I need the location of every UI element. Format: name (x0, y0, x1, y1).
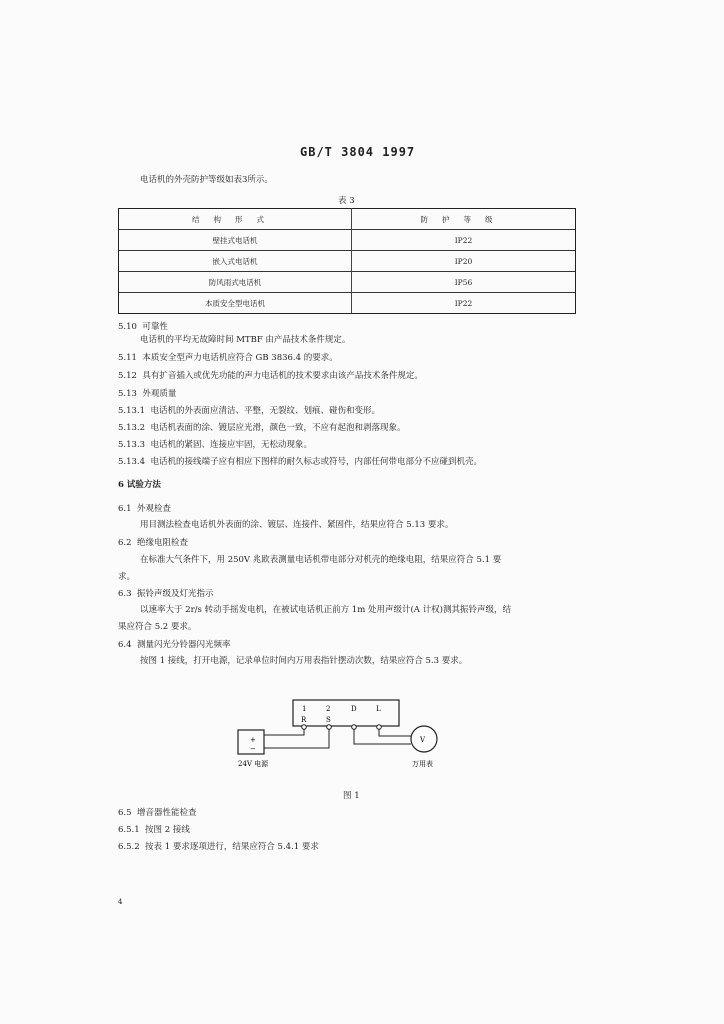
clause-6-2-body-line2: 求。 (118, 572, 136, 582)
section-6-title: 6 试验方法 (118, 480, 161, 490)
power-label: 24V 电源 (238, 760, 269, 768)
table-header-protection: 防护等级 (352, 209, 576, 230)
clause-6-3-body-line2: 果应符合 5.2 要求。 (118, 622, 197, 632)
terminal-post (377, 725, 382, 730)
clause-text: 按表 1 要求逐项进行，结果应符合 5.4.1 要求 (145, 842, 319, 852)
clause-number: 6.2 (118, 538, 132, 548)
clause-number: 5.13.2 (118, 423, 146, 433)
clause-number: 5.13.3 (118, 440, 146, 450)
clause-text: 增音器性能检查 (136, 808, 197, 818)
clause-text: 按图 2 接线 (145, 825, 190, 835)
table-header-row (119, 209, 576, 230)
clause-6-3-heading (118, 589, 213, 600)
table-cell-protection: IP22 (352, 230, 576, 251)
clause-6-5-2 (118, 842, 319, 853)
terminal-post (327, 725, 332, 730)
table-row (119, 251, 576, 272)
clause-text: 本质安全型声力电话机应符合 GB 3836.4 的要求。 (142, 353, 338, 363)
clause-5-13-4 (118, 457, 482, 468)
wire (264, 729, 329, 748)
figure-caption: 图 1 (343, 791, 360, 801)
clause-number: 6.4 (118, 640, 132, 650)
clause-number: 5.12 (118, 371, 137, 381)
terminal-label: L (376, 705, 381, 713)
clause-6-5 (118, 808, 196, 819)
clause-title: 外观检查 (136, 504, 171, 514)
clause-text: 电话机的接线端子应有相应下图样的耐久标志或符号，内部任何带电部分不应碰到机壳。 (150, 457, 482, 467)
clause-6-1-body: 用目测法检查电话机外表面的涂、镀层、连接件、紧固件，结果应符合 5.13 要求。 (140, 520, 454, 530)
clause-5-10 (118, 322, 168, 333)
clause-5-10-body: 电话机的平均无故障时间 MTBF 由产品技术条件规定。 (140, 335, 351, 345)
clause-number: 5.10 (118, 322, 137, 332)
clause-number: 5.13.1 (118, 406, 146, 416)
clause-5-13-2 (118, 423, 405, 434)
wire (379, 729, 411, 736)
terminal-post (302, 725, 307, 730)
terminal-box (293, 700, 399, 726)
clause-text: 外观质量 (142, 389, 177, 399)
table-row (119, 272, 576, 293)
table-caption: 表 3 (338, 196, 355, 206)
table-row (119, 293, 576, 314)
clause-6-1-heading (118, 504, 171, 515)
clause-text: 电话机的外表面应清洁、平整，无裂纹、划痕、碰伤和变形。 (150, 406, 380, 416)
clause-5-12 (118, 371, 423, 382)
table-cell-protection: IP20 (352, 251, 576, 272)
clause-number: 6.1 (118, 504, 132, 514)
standard-code-header: GB/T 3804 1997 (300, 145, 416, 159)
clause-5-13-3 (118, 440, 312, 451)
table-cell-structure: 防风雨式电话机 (119, 272, 352, 293)
clause-text: 具有扩音插入或优先功能的声力电话机的技术要求由该产品技术条件规定。 (142, 371, 423, 381)
terminal-label: 1 (302, 705, 307, 713)
clause-text: 电话机的紧固、连接应牢固，无松动现象。 (150, 440, 312, 450)
clause-6-4-heading (118, 640, 230, 651)
clause-text: 可靠性 (142, 322, 168, 332)
minus-sign: − (250, 745, 256, 753)
clause-6-4-body: 按图 1 接线，打开电源，记录单位时间内万用表指针摆动次数，结果应符合 5.3 要求。 (140, 656, 468, 666)
meter-label: 万用表 (412, 760, 433, 768)
clause-number: 5.13 (118, 389, 137, 399)
page-number: 4 (118, 898, 123, 906)
figure-1-circuit-diagram (230, 690, 460, 780)
clause-5-13-1 (118, 406, 380, 417)
clause-title: 测量闪光分铃器闪光频率 (136, 640, 231, 650)
clause-5-13 (118, 389, 176, 400)
meter-letter: V (420, 736, 426, 744)
clause-number: 6.5 (118, 808, 132, 818)
clause-6-3-body-line1: 以速率大于 2r/s 转动手摇发电机，在被试电话机正前方 1m 处用声级计(A 计权)测其振铃声级，结 (140, 605, 511, 615)
plus-sign: + (250, 736, 256, 744)
clause-number: 6.3 (118, 589, 132, 599)
table-header-structure: 结构形式 (119, 209, 352, 230)
table-cell-protection: IP22 (352, 293, 576, 314)
terminal-label: D (351, 705, 357, 713)
wire (264, 729, 304, 735)
terminal-label: 2 (326, 705, 331, 713)
table-cell-structure: 壁挂式电话机 (119, 230, 352, 251)
table-cell-structure: 嵌入式电话机 (119, 251, 352, 272)
table-cell-protection: IP56 (352, 272, 576, 293)
clause-title: 振铃声级及灯光指示 (136, 589, 214, 599)
clause-number: 6.5.1 (118, 825, 140, 835)
terminal-label: R (301, 716, 307, 724)
clause-number: 5.13.4 (118, 457, 146, 467)
clause-number: 6.5.2 (118, 842, 140, 852)
terminal-post (352, 725, 357, 730)
clause-6-5-1 (118, 825, 190, 836)
clause-number: 5.11 (118, 353, 137, 363)
clause-text: 电话机表面的涂、镀层应光滑，颜色一致，不应有起泡和剥落现象。 (150, 423, 406, 433)
terminal-label: S (326, 716, 331, 724)
clause-6-2-heading (118, 538, 188, 549)
table-cell-structure: 本质安全型电话机 (119, 293, 352, 314)
clause-5-11 (118, 353, 338, 364)
protection-table (118, 208, 576, 314)
clause-6-2-body-line1: 在标准大气条件下，用 250V 兆欧表测量电话机带电部分对机壳的绝缘电阻，结果应符合 5.1 要 (140, 555, 502, 565)
clause-title: 绝缘电阻检查 (136, 538, 188, 548)
intro-text: 电话机的外壳防护等级如表3所示。 (140, 175, 273, 185)
table-row (119, 230, 576, 251)
